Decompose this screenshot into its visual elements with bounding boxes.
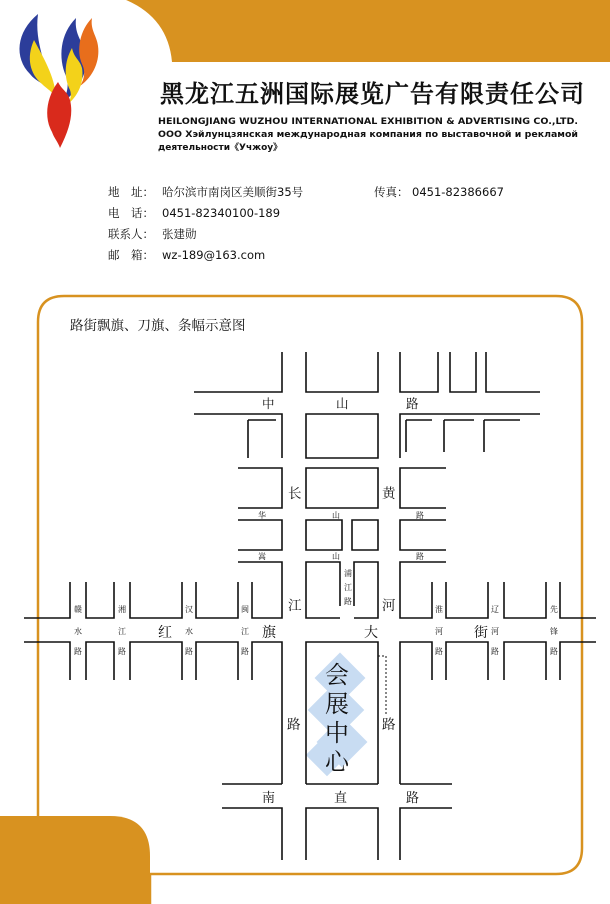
contact-person-label: 联系人：	[108, 227, 154, 241]
label-chang: 长	[288, 486, 302, 502]
label-huashan-3: 路	[416, 511, 424, 520]
company-name-cn: 黑龙江五洲国际展览广告有限责任公司	[160, 80, 585, 108]
label-min: 闽	[241, 605, 249, 614]
label-lu-l4: 路	[241, 647, 249, 656]
hongqi-south-right	[400, 642, 596, 784]
header-accent-band	[126, 0, 610, 62]
label-he: 河	[382, 598, 396, 614]
block-r2-1	[194, 414, 282, 458]
label-han: 汉	[185, 605, 193, 614]
label-nanzhi-2: 直	[334, 791, 348, 806]
label-lu-r1: 路	[435, 647, 443, 656]
label-da: 大	[364, 625, 378, 641]
block-r4-mid1	[306, 520, 342, 550]
label-songshan-3: 路	[416, 552, 424, 561]
block-r3-left	[238, 468, 282, 508]
logo-flame-yellow-left	[30, 40, 56, 100]
address-value: 哈尔滨市南岗区美顺街35号	[162, 185, 304, 199]
hongqi-south-left	[24, 642, 282, 784]
center-char-1: 会	[325, 661, 349, 689]
label-he-2: 河	[491, 627, 499, 636]
center-boundary-dashed	[378, 656, 386, 716]
phone-label: 电 话：	[108, 206, 154, 220]
block-r5-left	[238, 562, 282, 606]
block-r4-mid2	[352, 520, 378, 550]
block-r3-right	[400, 468, 446, 508]
block-r2-3	[400, 414, 540, 458]
label-zhongshan-3: 路	[406, 396, 419, 411]
label-jiang: 江	[288, 598, 302, 614]
block-top-3	[400, 352, 540, 392]
bottom-accent-block-inner	[0, 830, 136, 904]
address-label: 地 址：	[108, 185, 154, 199]
label-xian: 先	[550, 605, 558, 614]
label-pujiang-3: 路	[344, 597, 352, 606]
block-r2-2	[306, 414, 378, 458]
label-lu-l1: 路	[74, 647, 82, 656]
block-r4-right	[400, 520, 446, 550]
hongqi-north-mid	[306, 606, 378, 618]
block-r5-mid1	[306, 562, 340, 606]
label-pujiang-1: 浦	[344, 569, 352, 578]
label-zhongshan-1: 中	[262, 396, 275, 411]
road-network	[24, 352, 596, 860]
label-lu-r3: 路	[550, 647, 558, 656]
block-r4-left	[238, 520, 282, 550]
exhibition-center-label	[325, 661, 350, 776]
label-shui-1: 水	[74, 627, 82, 636]
label-zhongshan-2: 山	[336, 396, 349, 411]
label-jiang-2: 江	[241, 627, 249, 636]
center-char-4: 心	[325, 748, 349, 776]
label-nanzhi-3: 路	[406, 791, 420, 806]
label-songshan-1: 嵩	[258, 552, 266, 561]
map-title: 路街飘旗、刀旗、条幅示意图	[70, 318, 246, 334]
map-frame	[38, 296, 582, 904]
block-top-2	[306, 352, 378, 392]
label-shui-2: 水	[185, 627, 193, 636]
label-lu-l2: 路	[118, 647, 126, 656]
label-feng: 锋	[550, 627, 558, 636]
company-name-ru-line2: деятельности《Учжоу》	[158, 143, 283, 153]
block-r5-right	[400, 562, 446, 606]
company-name-ru-line1: ООО Хэйлунцзянская международная компания по выставочной и рекламой	[158, 130, 578, 140]
nanzhi-south-edge	[222, 808, 452, 860]
label-songshan-2: 山	[332, 552, 340, 561]
label-xiang: 湘	[118, 605, 126, 614]
label-jiang-1: 江	[118, 627, 126, 636]
label-liao: 辽	[491, 605, 499, 614]
label-lu-r2: 路	[491, 647, 499, 656]
label-nanzhi-1: 南	[262, 791, 276, 806]
contact-person-value: 张建勋	[162, 227, 197, 241]
label-huai: 淮	[435, 605, 443, 614]
company-name-en: HEILONGJIANG WUZHOU INTERNATIONAL EXHIBITION & ADVERTISING CO.,LTD.	[158, 117, 578, 127]
label-gan: 赣	[74, 605, 82, 614]
phone-value: 0451-82340100-189	[162, 206, 281, 220]
fax-label: 传真：	[374, 185, 409, 199]
label-huashan-1: 华	[258, 511, 266, 520]
center-char-3: 中	[325, 719, 349, 747]
label-huang: 黄	[382, 486, 396, 502]
block-r5-mid2	[354, 562, 378, 606]
contact-info	[108, 185, 504, 262]
label-qi: 旗	[262, 625, 276, 641]
fax-value: 0451-82386667	[412, 185, 504, 199]
email-label: 邮 箱：	[108, 248, 154, 262]
label-huashan-2: 山	[332, 511, 340, 520]
label-lu-west: 路	[287, 717, 301, 733]
company-logo	[20, 14, 99, 148]
label-hong: 红	[158, 625, 172, 641]
label-he-1: 河	[435, 627, 443, 636]
center-char-2: 展	[325, 690, 349, 718]
label-pujiang-2: 江	[344, 583, 352, 592]
email-value: wz-189@163.com	[162, 248, 266, 262]
block-r3-mid	[306, 468, 378, 508]
label-jie: 街	[474, 625, 488, 641]
block-top-1	[194, 352, 282, 392]
label-lu-east: 路	[382, 717, 396, 733]
label-lu-l3: 路	[185, 647, 193, 656]
